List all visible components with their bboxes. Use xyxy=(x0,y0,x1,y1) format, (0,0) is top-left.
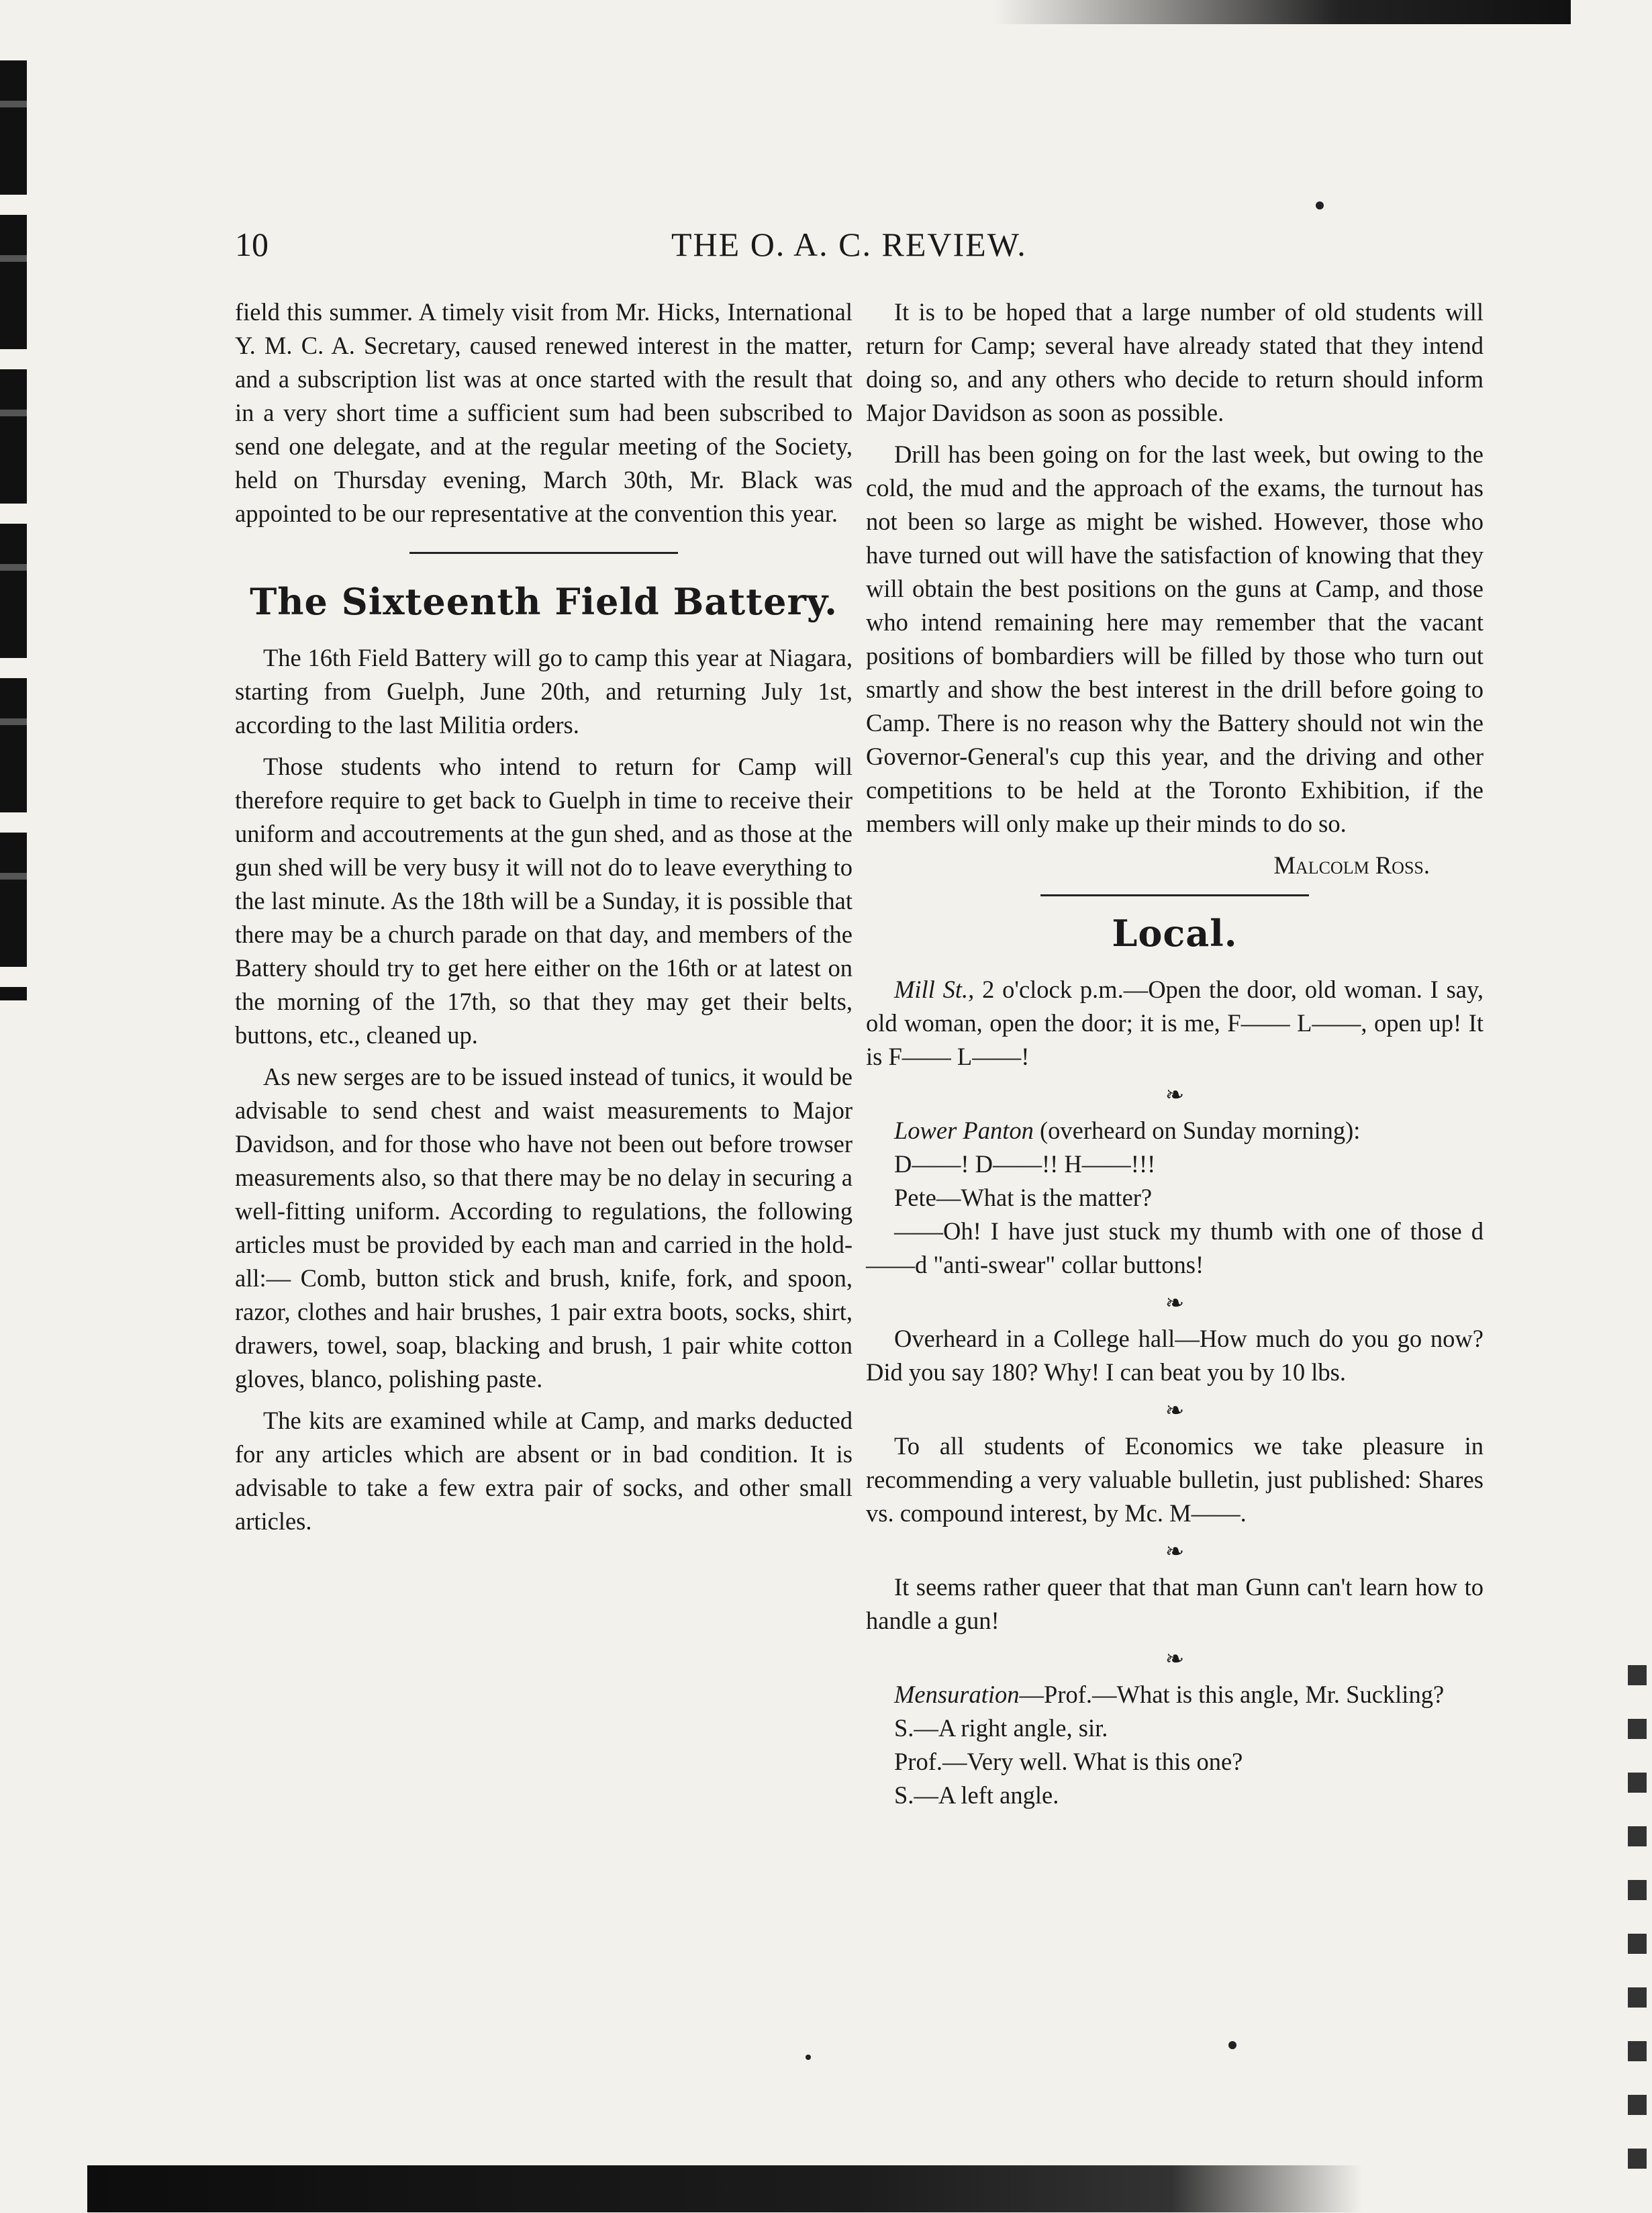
paragraph: As new serges are to be issued instead of tunics, it would be advisable to send chest and waist measurements to Major Davidson, and for those who have not been out before trowser measurements also, so that there may be no delay in securing a well-fitting uniform. According to regulations, the following articles must be provided by each man and carried in the hold-all:— Comb, button stick and brush, knife, fork, and spoon, razor, clothes and hair brushes, 1 pair extra boots, socks, shirt, drawers, towel, soap, blacking and brush, 1 pair white cotton gloves, blanco, polishing paste. xyxy=(235,1063,853,1393)
local-item xyxy=(866,1114,1484,1147)
local-item-text: (overheard on Sunday morning): xyxy=(1033,1117,1361,1144)
fleuron-separator: ❧ xyxy=(1165,1646,1185,1673)
local-item-line: D——! D——!! H——!!! xyxy=(894,1150,1156,1178)
page-number: 10 xyxy=(235,226,269,263)
section-title-battery: The Sixteenth Field Battery. xyxy=(250,580,838,623)
local-item xyxy=(866,1678,1484,1711)
scan-edge-top xyxy=(993,0,1571,24)
paragraph: Drill has been going on for the last week, but owing to the cold, the mud and the approach of the exams, the turnout has not been so large as might be wished. However, those who have turned out will have the satisfaction of knowing that they will obtain the best positions on the guns at Camp, and those who intend remaining here may remember that the vacant positions of bombardiers will be filled by those who turn out smartly and show the best interest in the drill before going to Camp. There is no reason why the Battery should not win the Governor-General's cup this year, and the driving and other competitions to be held at the Toronto Exhibition, if the members will only make up their minds to do so. xyxy=(866,440,1484,837)
local-item-text: —Prof.—What is this angle, Mr. Suckling? xyxy=(1019,1681,1445,1708)
local-item: It seems rather queer that that man Gunn can't learn how to handle a gun! xyxy=(866,1573,1484,1634)
local-item-line: Prof.—Very well. What is this one? xyxy=(894,1748,1243,1775)
fleuron-separator: ❧ xyxy=(1165,1397,1185,1424)
scan-edge-bottom xyxy=(87,2165,1363,2212)
paragraph: Those students who intend to return for Camp will therefore require to get back to Guelph in time to receive their uniform and accoutrements at the gun shed, and as those at the gun shed will be very busy it will not do to leave everything to the last minute. As the 18th will be a Sunday, it is possible that there may be a church parade on that day, and members of the Battery should try to get here either on the 16th or at latest on the morning of the 17th, so that they may get their belts, buttons, etc., cleaned up. xyxy=(235,753,853,1049)
scan-edge-left xyxy=(0,60,27,1000)
local-item-lead: Lower Panton xyxy=(894,1117,1034,1144)
local-item: Overheard in a College hall—How much do you go now? Did you say 180? Why! I can beat you by 10 lbs. xyxy=(866,1325,1484,1386)
local-item-text: 2 o'clock p.m.—Open the door, old woman. I say, old woman, open the door; it is me, F—— L——, open up! It is F—— L——! xyxy=(866,976,1484,1070)
section-divider xyxy=(1040,894,1309,896)
fleuron-separator: ❧ xyxy=(1165,1290,1185,1317)
scan-edge-right xyxy=(1628,1665,1647,2175)
local-item: To all students of Economics we take pleasure in recommending a very valuable bulletin, just published: Shares vs. compound interest, by Mc. M——. xyxy=(866,1432,1484,1527)
scan-speck xyxy=(1316,201,1324,209)
signature: Malcolm Ross. xyxy=(1273,851,1430,879)
left-column xyxy=(235,295,853,1546)
local-item-lead: Mensuration xyxy=(894,1681,1020,1708)
paragraph: The kits are examined while at Camp, and marks deducted for any articles which are absent or in bad condition. It is advisable to take a few extra pair of socks, and other small articles. xyxy=(235,1407,853,1535)
fleuron-separator: ❧ xyxy=(1165,1082,1185,1109)
scan-speck xyxy=(806,2055,811,2060)
paragraph: It is to be hoped that a large number of old students will return for Camp; several have already stated that they intend doing so, and any others who decide to return should inform Major Davidson as soon as possible. xyxy=(866,298,1484,426)
local-item-lead: Mill St., xyxy=(894,976,975,1003)
local-item-line: S.—A right angle, sir. xyxy=(894,1714,1108,1742)
paragraph: The 16th Field Battery will go to camp this year at Niagara, starting from Guelph, June 20th, and returning July 1st, according to the last Militia orders. xyxy=(235,644,853,739)
section-title-local: Local. xyxy=(1112,912,1238,955)
local-item-line: S.—A left angle. xyxy=(894,1781,1059,1809)
fleuron-separator: ❧ xyxy=(1165,1538,1185,1565)
section-divider xyxy=(409,552,678,554)
running-head: THE O. A. C. REVIEW. xyxy=(671,226,1027,263)
right-column xyxy=(866,295,1484,1812)
local-item-line: ——Oh! I have just stuck my thumb with one of those d——d "anti-swear" collar buttons! xyxy=(866,1217,1484,1278)
local-item-line: Pete—What is the matter? xyxy=(894,1184,1153,1211)
paragraph: field this summer. A timely visit from Mr. Hicks, International Y. M. C. A. Secretary, caused renewed interest in the matter, and a subscription list was at once started with the result that in a very short time a sufficient sum had been subscribed to send one delegate, and at the regular meeting of the Society, held on Thursday evening, March 30th, Mr. Black was appointed to be our representative at the convention this year. xyxy=(235,298,853,527)
scan-speck xyxy=(1228,2041,1236,2049)
local-item xyxy=(866,973,1484,1074)
